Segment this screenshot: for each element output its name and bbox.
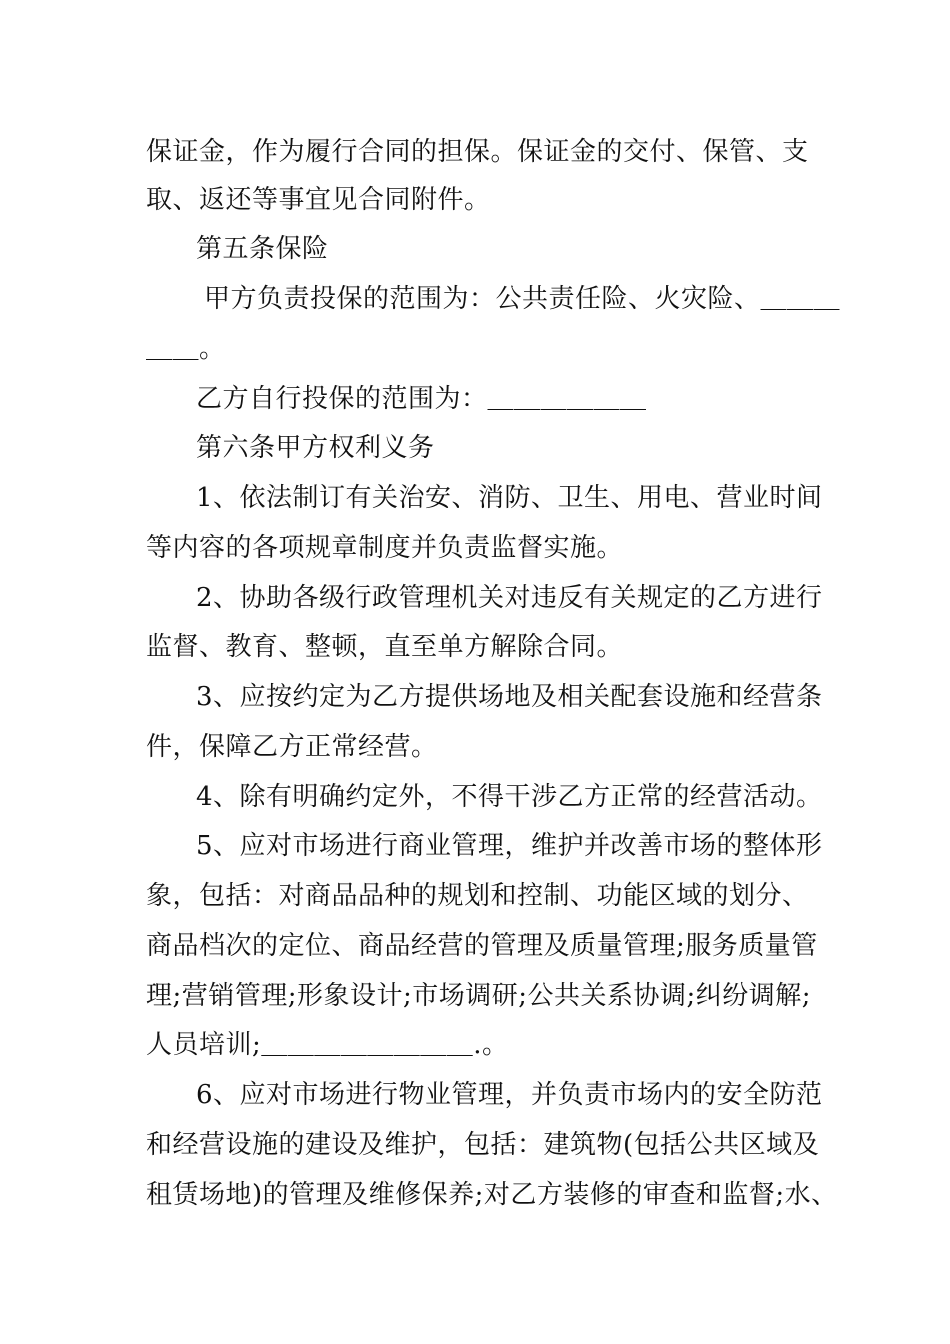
- section-heading: 第六条甲方权利义务: [196, 433, 435, 463]
- list-item: 4、除有明确约定外，不得干涉乙方正常的经营活动。: [196, 782, 823, 812]
- text-line: 和经营设施的建设及维护，包括：建筑物(包括公共区域及: [146, 1130, 820, 1160]
- text-line: 甲方负责投保的范围为：公共责任险、火灾险、＿＿＿: [204, 284, 841, 314]
- text-line: 乙方自行投保的范围为：＿＿＿＿＿＿: [196, 384, 647, 414]
- text-line: 保证金，作为履行合同的担保。保证金的交付、保管、支: [146, 137, 809, 167]
- text-line: 租赁场地)的管理及维修保养;对乙方装修的审查和监督;水、: [146, 1180, 838, 1210]
- text-line: 件，保障乙方正常经营。: [146, 732, 438, 762]
- section-heading: 第五条保险: [196, 234, 329, 264]
- list-item: 1、依法制订有关治安、消防、卫生、用电、营业时间: [196, 483, 823, 513]
- text-line: 象，包括：对商品品种的规划和控制、功能区域的划分、: [146, 881, 809, 911]
- text-line: ＿＿。: [146, 334, 226, 364]
- list-item: 2、协助各级行政管理机关对违反有关规定的乙方进行: [196, 583, 823, 613]
- text-line: 监督、教育、整顿，直至单方解除合同。: [146, 632, 624, 662]
- text-line: 商品档次的定位、商品经营的管理及质量管理;服务质量管: [146, 931, 818, 961]
- list-item: 6、应对市场进行物业管理，并负责市场内的安全防范: [196, 1080, 823, 1110]
- list-item: 5、应对市场进行商业管理，维护并改善市场的整体形: [196, 831, 823, 861]
- text-line: 理;营销管理;形象设计;市场调研;公共关系协调;纠纷调解;: [146, 981, 812, 1011]
- text-line: 人员培训;＿＿＿＿＿＿＿＿.。: [146, 1030, 509, 1060]
- text-line: 等内容的各项规章制度并负责监督实施。: [146, 533, 624, 563]
- list-item: 3、应按约定为乙方提供场地及相关配套设施和经营条: [196, 682, 823, 712]
- text-line: 取、返还等事宜见合同附件。: [146, 185, 491, 215]
